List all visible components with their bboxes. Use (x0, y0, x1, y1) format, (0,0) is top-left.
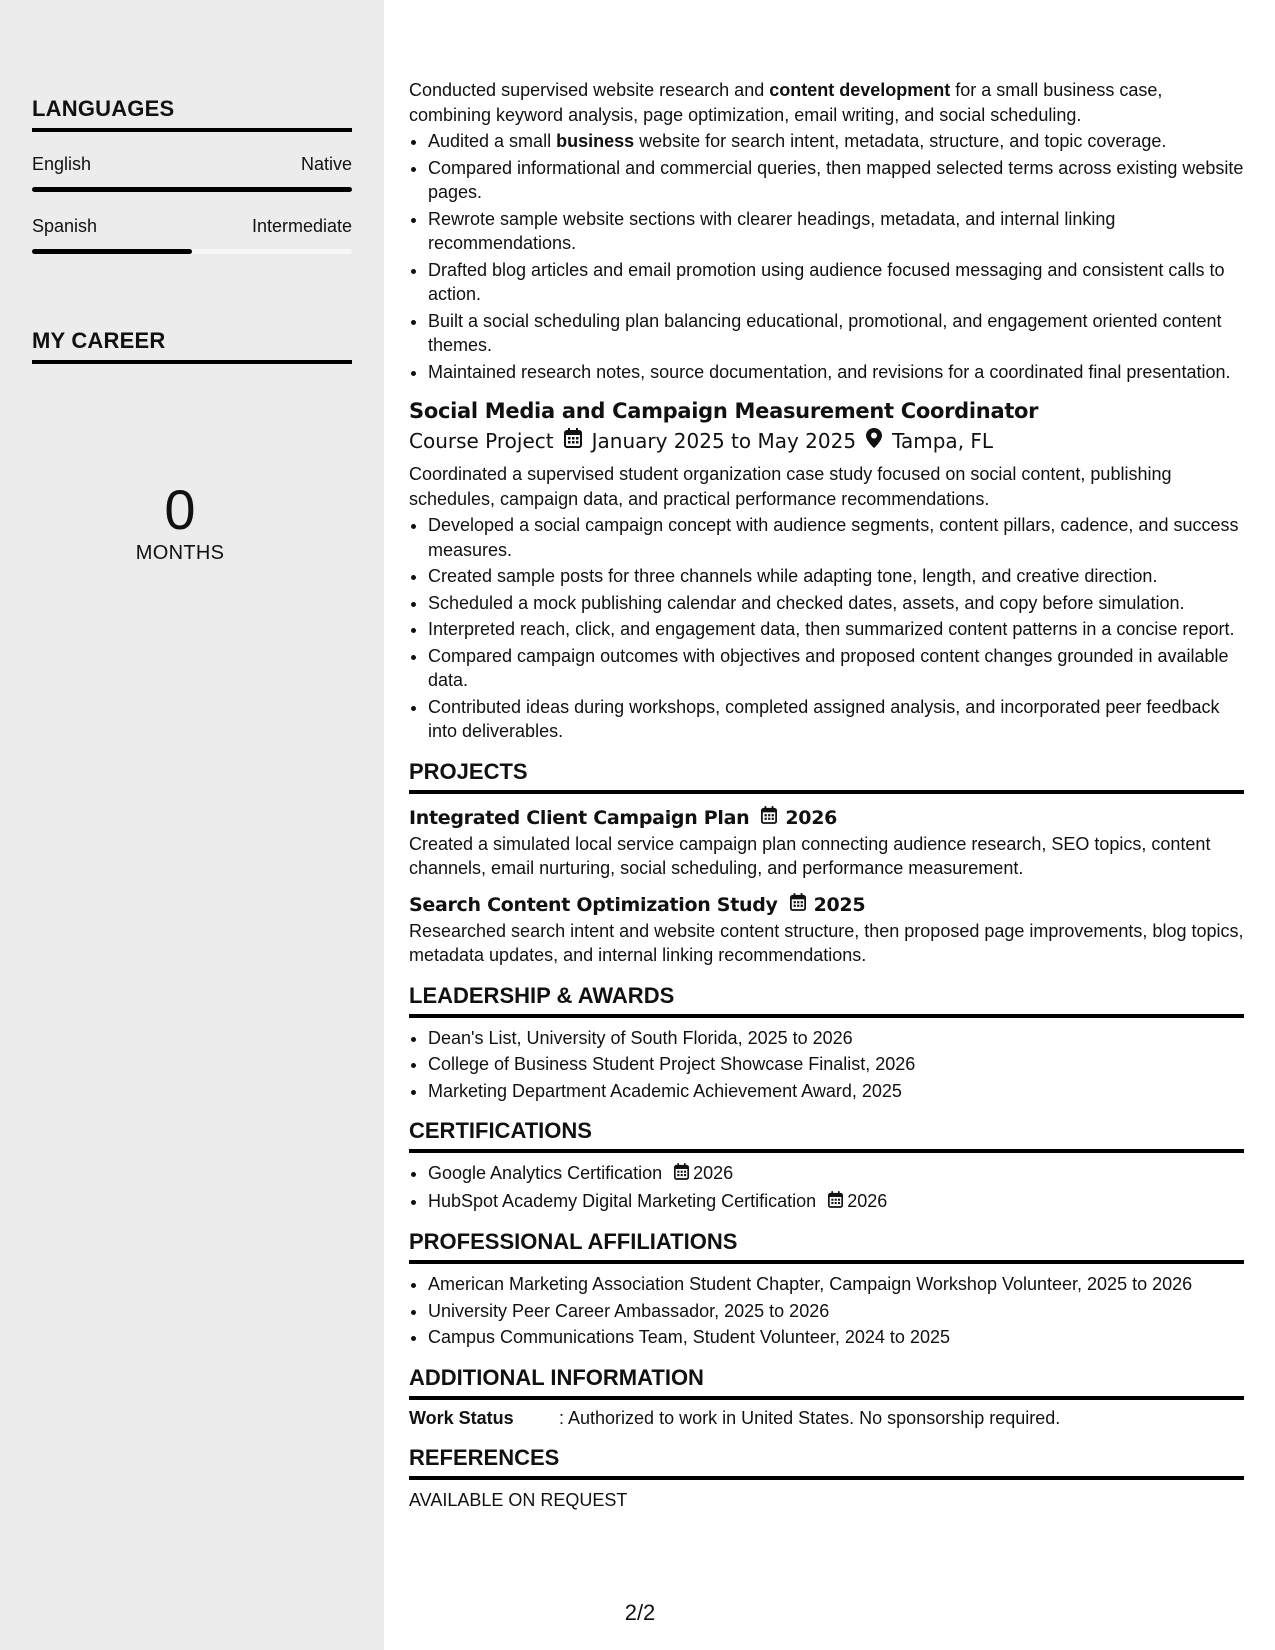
language-level: Intermediate (251, 216, 352, 236)
career-number: 0 (164, 478, 196, 541)
sidebar-content (32, 96, 352, 565)
certifications-heading: CERTIFICATIONS (409, 1117, 1244, 1153)
cert-name: HubSpot Academy Digital Marketing Certification (428, 1190, 817, 1211)
sidebar (0, 0, 384, 1650)
project-title-row (409, 804, 1244, 832)
project-year: 2026 (785, 806, 838, 829)
calendar-icon (761, 804, 777, 832)
job-title: Social Media and Campaign Measurement Coordinator (409, 399, 1039, 423)
additional-info-heading: ADDITIONAL INFORMATION (409, 1364, 1244, 1400)
language-bar-fill (32, 249, 192, 254)
work-status-label: Work Status (409, 1407, 514, 1428)
job-bullets (409, 129, 1244, 384)
job-summary (409, 78, 1244, 127)
list-item: • Campus Communications Team, Student Volunteer, 2024 to 2025 (428, 1325, 1244, 1350)
project-description: Researched search intent and website content structure, then proposed page improvements, blog topics, metadata updates, and internal linking recommendations. (409, 920, 1244, 965)
cert-name: Google Analytics Certification (428, 1163, 663, 1183)
list-item: • Rewrote sample website sections with clearer headings, metadata, and internal linking recommendations. (428, 207, 1244, 256)
language-bar (32, 187, 352, 192)
references-heading: REFERENCES (409, 1444, 1244, 1480)
summary-text: for a small business case, combining keyword analysis, page optimization, email writing, and social scheduling. (409, 80, 1163, 125)
job-bullets (409, 513, 1244, 744)
list-item: • Built a social scheduling plan balancing educational, promotional, and engagement oriented content themes. (428, 309, 1244, 358)
cert-year: 2026 (847, 1190, 888, 1211)
project-title: Integrated Client Campaign Plan (409, 806, 750, 829)
list-item: • Interpreted reach, click, and engagement data, then summarized content patterns in a concise report. (428, 617, 1244, 642)
language-row (32, 154, 352, 175)
affiliations-list (409, 1272, 1244, 1350)
list-item: • Marketing Department Academic Achievement Award, 2025 (428, 1079, 1244, 1104)
languages-heading: LANGUAGES (32, 96, 352, 132)
list-item: • Drafted blog articles and email promotion using audience focused messaging and consistent calls to action. (428, 258, 1244, 307)
project-description: Created a simulated local service campaign plan connecting audience research, SEO topics, content channels, email nurturing, social scheduling, and performance measurement. (409, 833, 1211, 878)
list-item: • Maintained research notes, source documentation, and revisions for a coordinated final presentation. (428, 360, 1244, 385)
language-bar-fill (32, 187, 352, 192)
list-item (428, 1189, 1244, 1215)
list-item: • College of Business Student Project Showcase Finalist, 2026 (428, 1052, 1244, 1077)
work-status-value: : Authorized to work in United States. No sponsorship required. (559, 1407, 1061, 1428)
list-item: • Created sample posts for three channels while adapting tone, length, and creative direction. (428, 564, 1244, 589)
list-item: • Compared informational and commercial queries, then mapped selected terms across existing website pages. (428, 156, 1244, 205)
affiliations-heading: PROFESSIONAL AFFILIATIONS (409, 1228, 1244, 1264)
bullet-text: website for search intent, metadata, structure, and topic coverage. (634, 131, 1167, 151)
awards-heading: LEADERSHIP & AWARDS (409, 982, 1244, 1018)
awards-list (409, 1026, 1244, 1104)
project-title: Search Content Optimization Study (409, 893, 778, 916)
job-type: Course Project (409, 429, 554, 453)
language-name: English (32, 154, 92, 174)
job-dates: January 2025 to May 2025 (591, 429, 857, 453)
list-item: • Compared campaign outcomes with objectives and proposed content changes grounded in available data. (428, 644, 1244, 693)
certifications-list (409, 1161, 1244, 1214)
career-heading: MY CAREER (32, 328, 352, 364)
job-location: Tampa, FL (892, 429, 994, 453)
job-meta (409, 426, 1244, 456)
map-pin-icon (866, 426, 882, 456)
main-content (409, 78, 1244, 1513)
list-item: • Dean's List, University of South Florida, 2025 to 2026 (428, 1026, 1244, 1051)
career-counter (32, 478, 328, 565)
language-row (32, 216, 352, 237)
job-summary: Coordinated a supervised student organization case study focused on social content, publishing schedules, campaign data, and practical performance recommendations. (409, 464, 1172, 509)
language-bar (32, 249, 352, 254)
calendar-icon (790, 891, 806, 919)
list-item: • University Peer Career Ambassador, 2025 to 2026 (428, 1299, 1244, 1324)
list-item (428, 129, 1244, 154)
project-title-row (409, 891, 1244, 919)
career-unit: MONTHS (135, 542, 225, 564)
work-status-row (409, 1406, 1244, 1431)
calendar-icon (564, 426, 582, 456)
summary-bold: content development (769, 80, 951, 100)
references-text: AVAILABLE ON REQUEST (409, 1490, 628, 1510)
bullet-text: Audited a small (428, 131, 557, 151)
summary-text: Conducted supervised website research and (409, 80, 770, 100)
list-item: • American Marketing Association Student Chapter, Campaign Workshop Volunteer, 2025 to 2026 (428, 1272, 1244, 1297)
language-level: Native (300, 154, 352, 174)
page-number: 2/2 (624, 1600, 656, 1625)
list-item: • Scheduled a mock publishing calendar and checked dates, assets, and copy before simulation. (428, 591, 1244, 616)
bullet-bold: business (556, 131, 635, 151)
project-year: 2025 (813, 893, 866, 916)
list-item: • Contributed ideas during workshops, completed assigned analysis, and incorporated peer feedback into deliverables. (428, 695, 1244, 744)
list-item (428, 1161, 1244, 1187)
cert-year: 2026 (693, 1163, 734, 1183)
calendar-icon (828, 1190, 843, 1215)
projects-heading: PROJECTS (409, 758, 1244, 794)
list-item: • Developed a social campaign concept with audience segments, content pillars, cadence, and success measures. (428, 513, 1244, 562)
language-name: Spanish (32, 216, 98, 236)
calendar-icon (674, 1162, 689, 1187)
